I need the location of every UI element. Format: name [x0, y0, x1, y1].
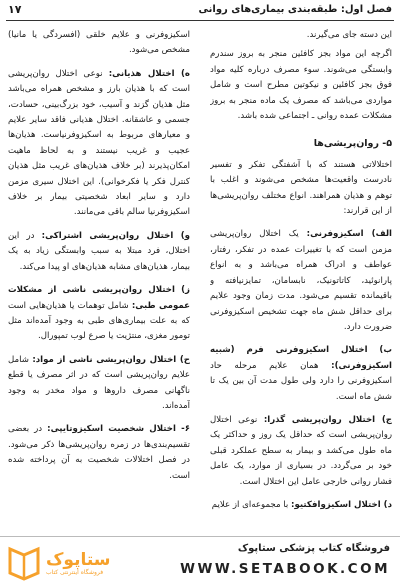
- item-body: نوعی اختلال روان‌پریشی است که با هذیان بارز و مشخص همراه می‌باشد مثل هذیان گزند و آسیب، خود بزرگ‌بینی، حسادت، جسمی و عاشقانه. اختلال هذیانی فاقد سایر علایم و معیارهای مربوط به اسکیزوفرنیاست. هذیان‌ها عجیب و غریب نیستند و به لحاظ ماهیت امکان‌پذیرند (بر خلاف هذیان‌های غریب مثل هذیان کنترل فکر یا فکرخوانی). این اختلال سیری مزمن دارد و سایر ابعاد شخصیتی بیمار بر خلاف اسکیزوفرنیا سالم باقی می‌مانند.: [8, 68, 190, 218]
- logo-text: ستاپوک: [46, 550, 111, 570]
- item-body: شامل توهمات یا هذیان‌هایی است که به علت بیماری‌های طبی به وجود آمده‌اند مثل تومور مغزی، منتژیت یا صرع لوب تمپورال.: [8, 300, 190, 342]
- paragraph: [8, 353, 190, 415]
- page-header: [0, 0, 400, 22]
- item-body: در این اختلال، فرد مبتلا به سبب وابستگی زیاد به یک بیمار، هذیان‌های مشابه هذیان‌های او پیدا می‌کند.: [8, 230, 190, 272]
- store-logo: [6, 543, 122, 581]
- paragraph: اگرچه این مواد بجز کافئین منجر به بروز سندرم وابستگی می‌شوند. سوء مصرف درباره کلیه مواد فوق بجز کافئین و نیکوتین مطرح است و شامل مواردی می‌باشد که مصرف یک ماده منجر به بروز مشکلات عمده روانی ـ اجتماعی شده باشد.: [210, 49, 392, 122]
- paragraph: [8, 422, 190, 484]
- store-name: فروشگاه کتاب پزشکی ستاپوک: [237, 543, 390, 554]
- item-lead: و) اختلال روان‌پریشی اشتراکی:: [41, 230, 190, 241]
- paragraph: اسکیزوفرنی و علایم خلقی (افسردگی یا مانیا) مشخص می‌شود.: [8, 30, 190, 56]
- left-column: [8, 28, 190, 528]
- paragraph: [8, 229, 190, 275]
- logo-subtitle: فروشگاه اینترنتی کتاب: [46, 569, 104, 576]
- paragraph: [8, 283, 190, 345]
- paragraph: اختلالاتی هستند که با آشفتگی تفکر و تفسیر نادرست واقعیت‌ها مشخص می‌شوند و اغلب با توهم و هذیان همراهند. انواع مختلف روان‌پریشی‌ها از این قرارند:: [210, 159, 392, 217]
- section-heading: ۵- روان‌پریشی‌ها: [313, 138, 392, 150]
- item-lead: ۶- اختلال شخصیت اسکیزوتایپی:: [47, 424, 190, 435]
- item-body: با مجموعه‌ای از علایم: [211, 499, 292, 510]
- paragraph: [210, 413, 392, 490]
- item-lead: ح) اختلال روان‌پریشی ناشی از مواد:: [32, 354, 190, 365]
- item-body: شامل علایم روان‌پریشی است که در اثر مصرف یا قطع ناگهانی مصرف داروها و مواد مخدر به وجود آمده‌اند.: [8, 354, 190, 411]
- item-lead: ب) اختلال اسکیزوفرنی فرم (شبیه اسکیزوفرنی):: [210, 345, 392, 371]
- item-body: در بعضی تقسیم‌بندی‌ها در زمره روان‌پریشی‌ها ذکر می‌شود. در فصل اختلالات شخصیت به آن پرداخته شده است.: [8, 424, 190, 481]
- item-lead: ز) اختلال روان‌پریشی ناشی از مشکلات عمومی طبی:: [8, 285, 190, 311]
- item-lead: ج) اختلال روان‌پریشی گذرا:: [263, 414, 392, 425]
- store-footer: [0, 536, 400, 586]
- paragraph: [210, 498, 392, 513]
- header-divider: [6, 20, 394, 21]
- paragraph: این دسته جای می‌گیرند.: [306, 30, 392, 40]
- chapter-title: فصل اول: طبقه‌بندی بیماری‌های روانی: [198, 4, 392, 15]
- item-lead: الف) اسکیزوفرنی:: [306, 229, 392, 240]
- item-lead: ه) اختلال هذیانی:: [108, 68, 190, 79]
- item-body: نوعی اختلال روان‌پریشی است که حداقل یک روز و حداکثر یک ماه طول می‌کشد و بیمار به سطح عملکرد قبلی خود بر می‌گردد. در بسیاری از موارد، یک عامل فشار روانی خارجی عامل این اختلال است.: [210, 414, 392, 487]
- right-column: [210, 28, 392, 528]
- item-body: یک اختلال روان‌پریشی مزمن است که با تغییرات عمده در تفکر، رفتار، عواطف و ادراک همراه می‌باشد و به انواع پارانوئید، کاتاتونیک، نابسامان، تمایزنیافته و باقیمانده تقسیم می‌شود. مدت زمان وجود علایم برای حداقل شش ماه جهت تشخیص اسکیزوفرنی ضرورت دارد.: [210, 229, 392, 332]
- page-number: ۱۷: [8, 3, 22, 16]
- paragraph: [210, 227, 392, 335]
- item-lead: د) اختلال اسکیزوافکتیو:: [291, 499, 392, 510]
- paragraph: [210, 343, 392, 405]
- store-url[interactable]: WWW.SETABOOK.COM: [180, 561, 390, 577]
- paragraph: [8, 67, 190, 221]
- item-body: همان علایم مرحله حاد اسکیزوفرنی را دارد ولی طول مدت آن بین یک تا شش ماه است.: [210, 360, 392, 402]
